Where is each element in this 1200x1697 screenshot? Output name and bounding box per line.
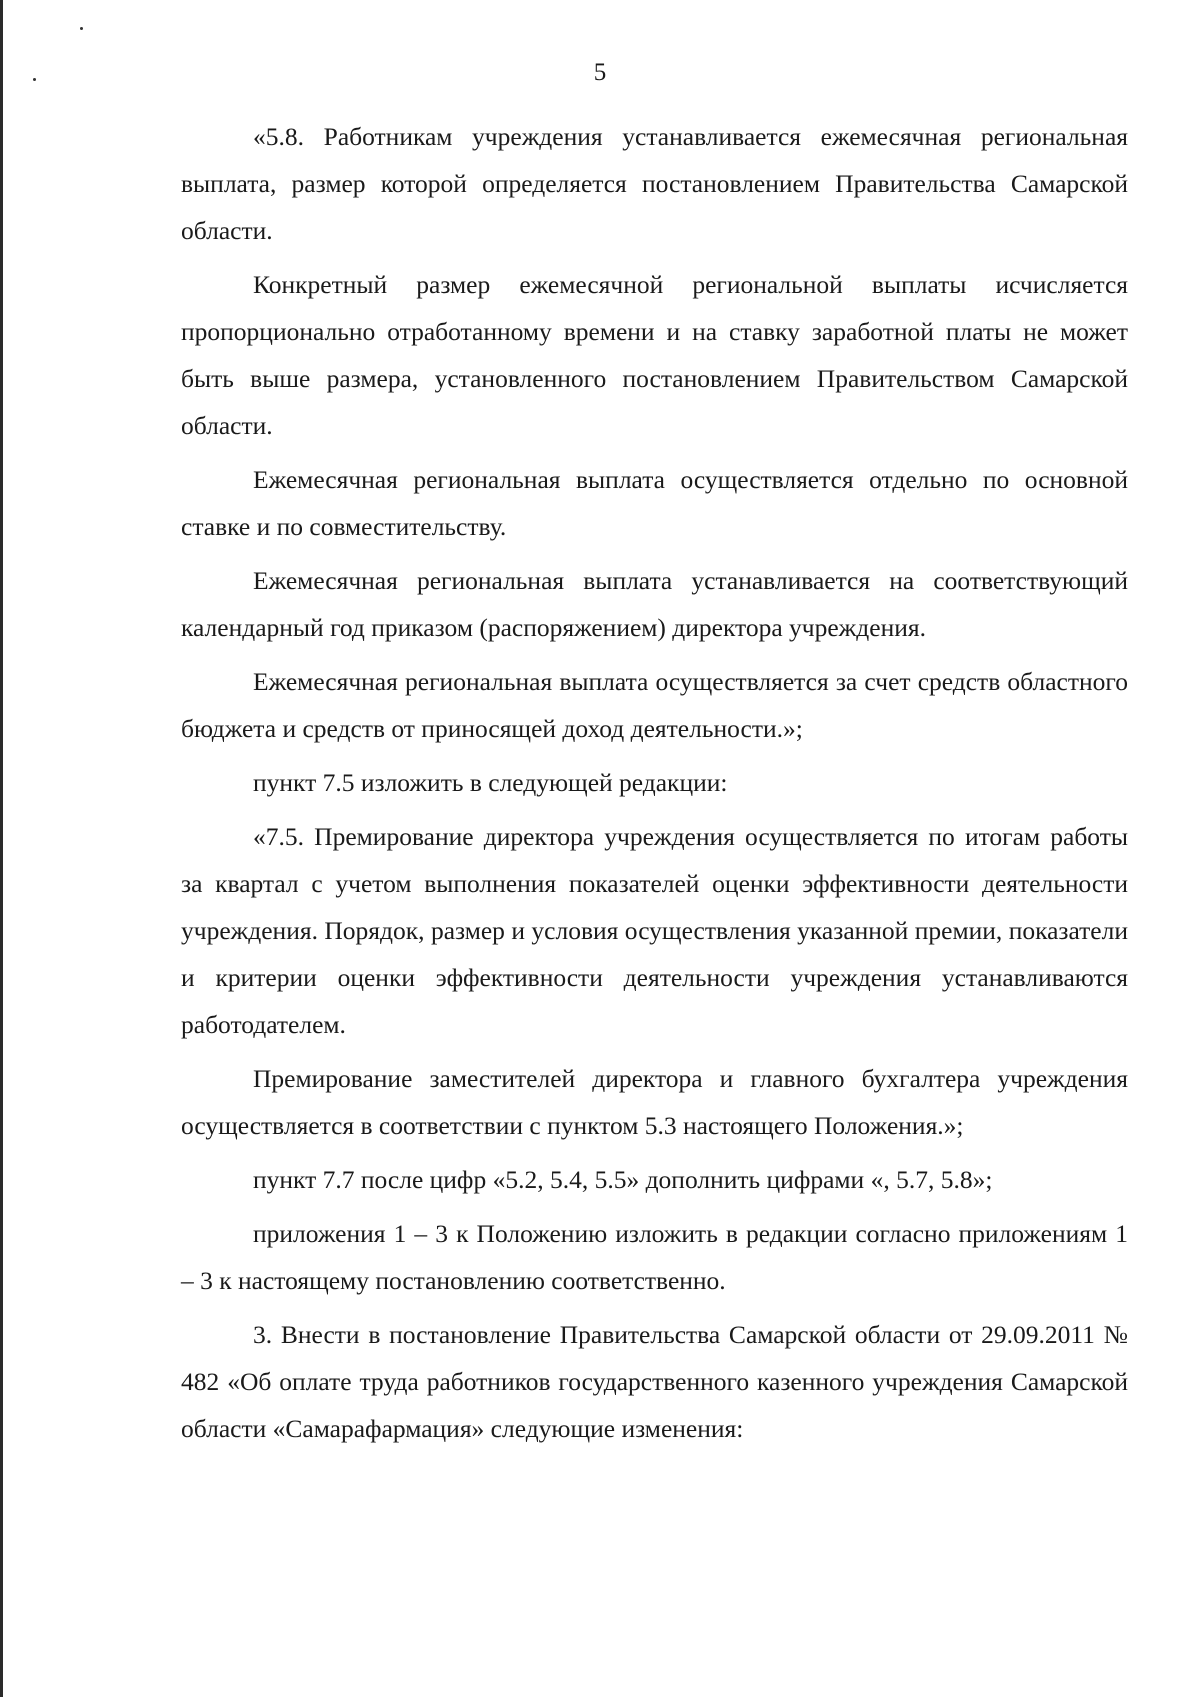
paragraph-funding-source: Ежемесячная региональная выплата осуществляется за счет средств областного бюджета и средств от приносящей доход деятельности.»; <box>181 667 1128 743</box>
paragraph-specific-size: Конкретный размер ежемесячной региональной выплаты исчисляется пропорционально отработанному времени и на ставку заработной платы не может быть выше размера, установленного постановлением Правительством Самарской области. <box>181 270 1128 440</box>
scan-speck <box>80 27 83 30</box>
paragraph-clause-7-5-intro: пункт 7.5 изложить в следующей редакции: <box>253 768 728 797</box>
paragraph-clause-7-7: пункт 7.7 после цифр «5.2, 5.4, 5.5» дополнить цифрами «, 5.7, 5.8»; <box>253 1165 993 1194</box>
paragraph-separate-payment: Ежемесячная региональная выплата осуществляется отдельно по основной ставке и по совместительству. <box>181 465 1128 541</box>
document-body <box>181 113 1128 1453</box>
paragraph-annual-order: Ежемесячная региональная выплата устанавливается на соответствующий календарный год приказом (распоряжением) директора учреждения. <box>181 566 1128 642</box>
page-number: 5 <box>593 59 607 86</box>
paragraph-deputy-bonus: Премирование заместителей директора и главного бухгалтера учреждения осуществляется в соответствии с пунктом 5.3 настоящего Положения.»; <box>181 1064 1128 1140</box>
paragraph-5-8: «5.8. Работникам учреждения устанавливается ежемесячная региональная выплата, размер которой определяется постановлением Правительства Самарской области. <box>181 122 1128 245</box>
scan-edge-line <box>0 0 3 1697</box>
paragraph-item-3: 3. Внести в постановление Правительства Самарской области от 29.09.2011 № 482 «Об оплате труда работников государственного казенного учреждения Самарской области «Самарафармация» следующие изменения: <box>181 1320 1128 1443</box>
paragraph-7-5: «7.5. Премирование директора учреждения осуществляется по итогам работы за квартал с учетом выполнения показателей оценки эффективности деятельности учреждения. Порядок, размер и условия осуществления указанной премии, показатели и критерии оценки эффективности деятельности учреждения устанавливаются работодателем. <box>181 822 1128 1039</box>
paragraph-appendices: приложения 1 – 3 к Положению изложить в редакции согласно приложениям 1 – 3 к настоящему постановлению соответственно. <box>181 1219 1128 1295</box>
